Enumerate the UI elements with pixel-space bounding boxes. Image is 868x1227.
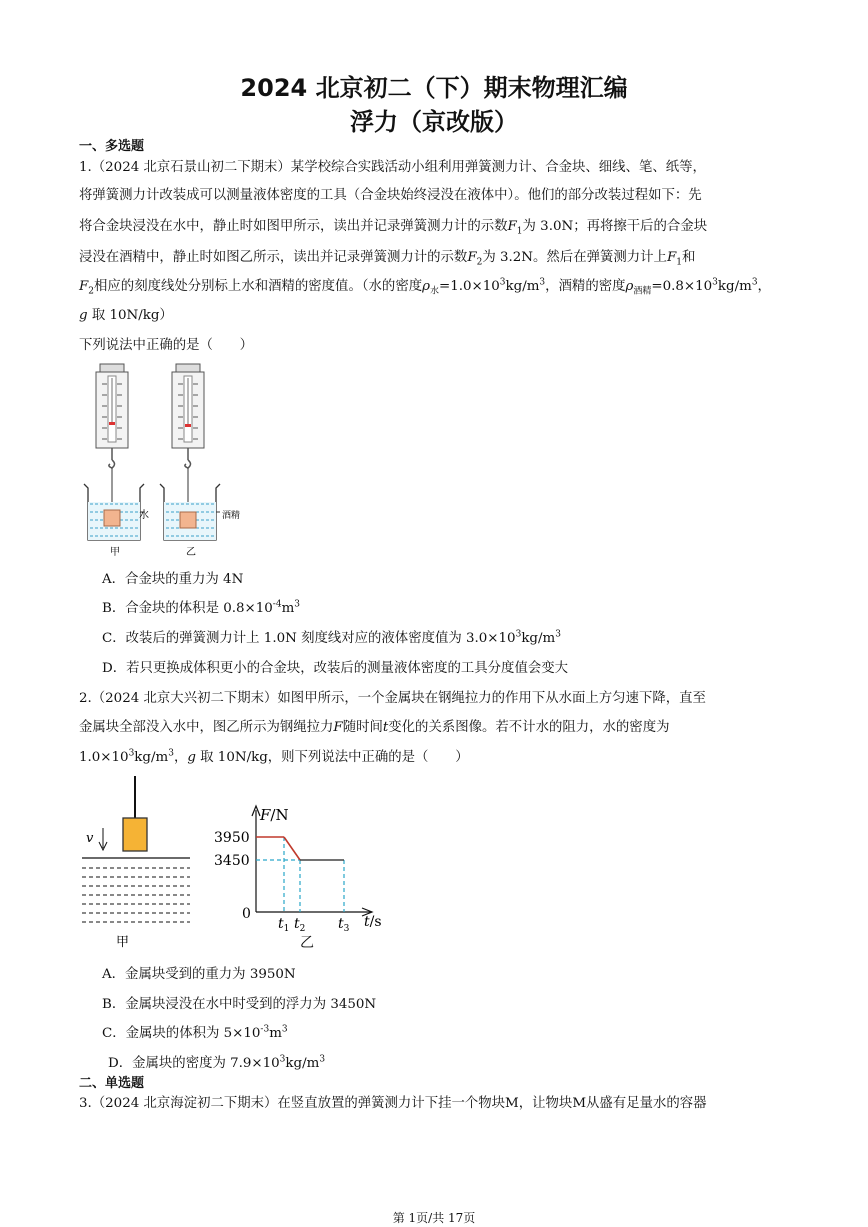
label-jia: 甲: [116, 935, 130, 950]
label-yi-chart: 乙: [300, 935, 314, 951]
q1-question-prompt: 下列说法中正确的是（ ）: [79, 338, 254, 353]
beaker-alcohol: [160, 484, 220, 540]
q2-option-d[interactable]: D．金属块的密度为 $7.9\times 10^3kg/m^3$: [108, 1054, 326, 1071]
spring-scale-yi: [172, 364, 204, 510]
spring-scale-jia: [96, 364, 128, 510]
q1-line-6: g 取 10N/kg）: [79, 308, 173, 323]
y-axis-label: F/N: [260, 806, 289, 824]
label-jia: 甲: [110, 547, 120, 558]
q1-line-3: 将合金块浸没在水中，静止时如图甲所示，读出并记录弹簧测力计的示数$F_1$为 3.0N；再将擦干后的合金块: [79, 219, 708, 237]
y-tick-label: 3450: [214, 853, 250, 869]
velocity-label: v: [86, 831, 94, 846]
q2-block-figure: [78, 776, 198, 951]
section-heading-single: 二、单选题: [79, 1076, 145, 1091]
metal-block: [123, 818, 147, 851]
q1-line-4: 浸没在酒精中，静止时如图乙所示，读出并记录弹簧测力计的示数$F_2$为 3.2N。然后在弹簧测力计上$F_1$和: [79, 250, 696, 268]
x-tick-label: $t_3$: [338, 916, 350, 934]
q3-line-1: 3.（2024 北京海淀初二下期末）在竖直放置的弹簧测力计下挂一个物块M，让物块M从盛有足量水的容器: [79, 1096, 707, 1111]
q1-line-1: 1.（2024 北京石景山初二下期末）某学校综合实践活动小组利用弹簧测力计、合金块、细线、笔、纸等，: [79, 160, 706, 175]
q1-line-5: $F_2$相应的刻度线处分别标上水和酒精的密度值。（水的密度$\rho_水=1.0\times 10^3kg/m^3$，酒精的密度$\rho_{酒精}=0.8\times 10^3kg/m^3$，: [79, 277, 771, 297]
q1-spring-scale-figure: [78, 362, 253, 560]
q1-option-a[interactable]: A．合金块的重力为 4N: [102, 572, 244, 587]
page-number: 第 1页/共 17页: [392, 1211, 476, 1225]
series-segment: [284, 837, 300, 860]
x-tick-label: $t_2$: [294, 916, 306, 934]
q2-line-2: 金属块全部没入水中，图乙所示为钢绳拉力F随时间t变化的关系图像。若不计水的阻力，水的密度为: [79, 720, 670, 735]
page-title: 2024 北京初二（下）期末物理汇编: [240, 74, 628, 102]
section-heading-multi: 一、多选题: [79, 139, 145, 154]
q2-option-b[interactable]: B．金属块浸没在水中时受到的浮力为 3450N: [102, 997, 377, 1012]
q2-option-c[interactable]: C．金属块的体积为 $5\times 10^{-3}m^3$: [102, 1024, 288, 1041]
page-subtitle: 浮力（京改版）: [350, 108, 518, 136]
origin-label: 0: [242, 906, 251, 922]
q2-line-3: $1.0\times 10^3kg/m^3$，g 取 10N/kg，则下列说法中正确的是（ ）: [79, 748, 469, 765]
q1-option-d[interactable]: D．若只更换成体积更小的合金块，改装后的测量液体密度的工具分度值会变大: [102, 661, 569, 676]
q1-option-b[interactable]: B．合金块的体积是 $0.8\times 10^{-4}m^3$: [102, 599, 300, 616]
label-alcohol: 酒精: [222, 511, 241, 521]
beaker-water: [84, 484, 144, 540]
q1-option-c[interactable]: C．改装后的弹簧测力计上 1.0N 刻度线对应的液体密度值为 $3.0\times 10^3kg/m^3$: [102, 629, 561, 646]
q2-line-1: 2.（2024 北京大兴初二下期末）如图甲所示，一个金属块在钢绳拉力的作用下从水面上方匀速下降，直至: [79, 691, 706, 706]
label-yi: 乙: [186, 547, 196, 558]
x-axis-label: t/s: [364, 914, 382, 930]
label-water: 水: [139, 510, 149, 521]
q1-line-2: 将弹簧测力计改装成可以测量液体密度的工具（合金块始终浸没在液体中）。他们的部分改装过程如下：先: [79, 188, 702, 203]
x-tick-label: $t_1$: [278, 916, 290, 934]
q2-force-time-chart: [212, 800, 392, 950]
y-tick-label: 3950: [214, 830, 250, 846]
water-lines: [82, 868, 190, 922]
q2-option-a[interactable]: A．金属块受到的重力为 3950N: [102, 967, 296, 982]
